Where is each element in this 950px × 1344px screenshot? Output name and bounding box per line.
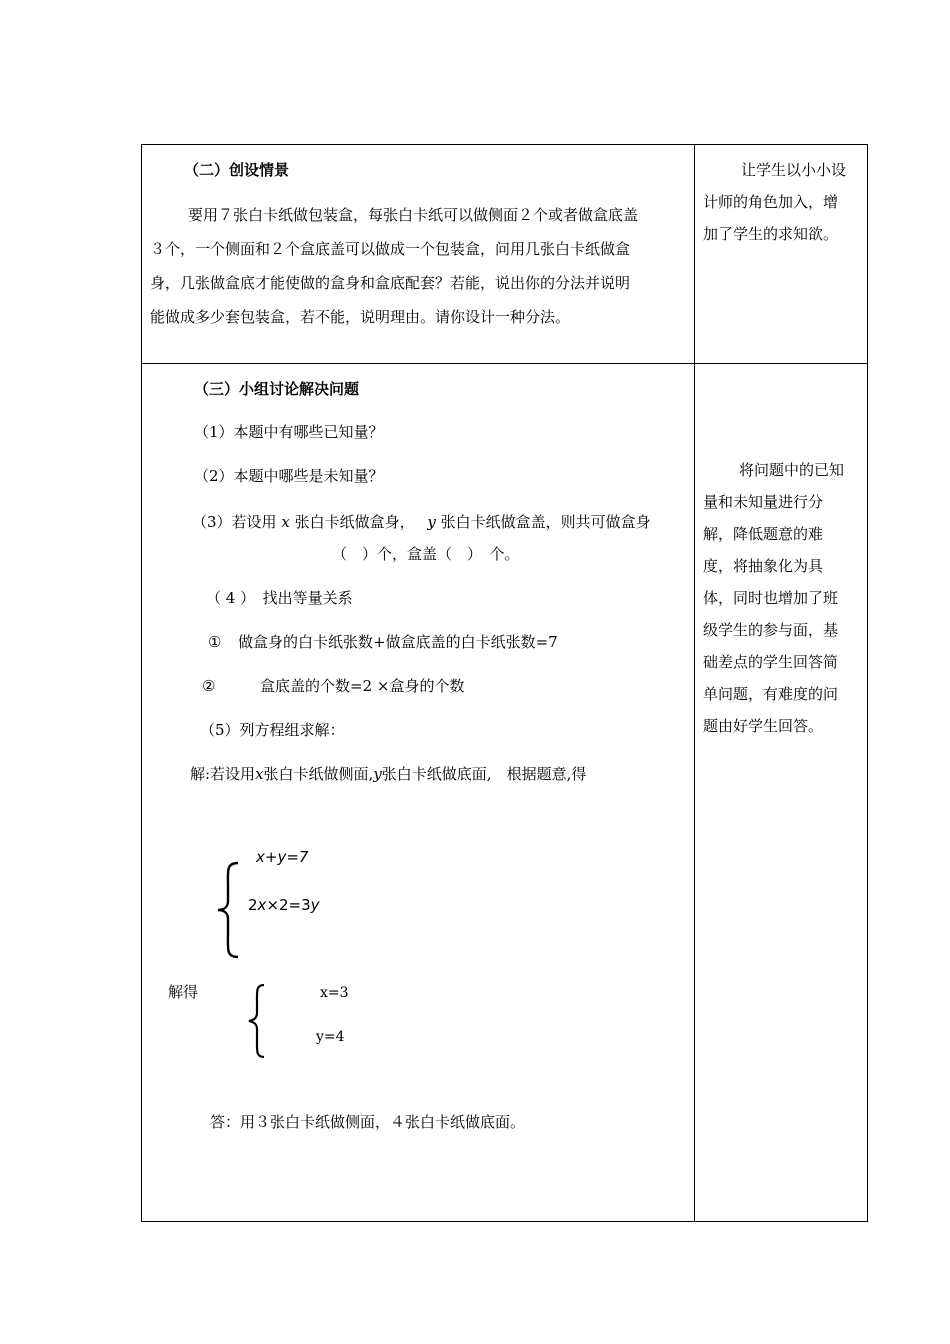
solution-var-y: y [373,765,382,783]
section3-note-line-7: 础差点的学生回答简 [703,653,839,671]
row-divider [142,363,867,364]
section3-note-line-2: 量和未知量进行分 [703,493,824,511]
relation-1-number: ① [208,633,222,651]
section3-note-line-6: 级学生的参与面，基 [703,621,839,639]
eq2-var-x: x [257,896,267,914]
q3-var-x: x [281,513,290,531]
question-1: （1）本题中有哪些已知量？ [194,423,384,441]
result-brace-icon [246,983,268,1059]
section2-note-line-2: 计师的角色加入，增 [703,193,839,211]
solve-label: 解得 [168,983,199,1001]
eq2-middle: ×2=3 [266,896,311,914]
lesson-table [141,144,868,1222]
section2-note-line-3: 加了学生的求知欲。 [703,225,839,243]
result-x: x=3 [320,985,349,1001]
section2-para-line-1: 要用７张白卡纸做包装盒，每张白卡纸可以做侧面２个或者做盒底盖 [188,206,639,224]
section3-note-line-3: 解，降低题意的难 [703,525,824,543]
solution-middle: 张白卡纸做侧面, [263,765,374,783]
q3-middle: 张白卡纸做盒身， [294,513,415,531]
column-divider [694,145,695,1221]
section2-para-line-4: 能做成多少套包装盒，若不能，说明理由。请你设计一种分法。 [150,308,571,326]
solution-suffix: 张白卡纸做底面, 根据题意,得 [381,765,587,783]
section3-note-line-8: 单问题，有难度的问 [703,685,839,703]
question-3-line-1 [192,505,651,539]
result-y: y=4 [316,1029,345,1045]
relation-2-number: ② [202,677,216,695]
equation-1: x+y=7 [256,848,309,866]
section2-note-line-1: 让学生以小小设 [741,161,847,179]
section3-note-line-9: 题由好学生回答。 [703,717,824,735]
question-5: （5）列方程组求解： [200,721,345,739]
solution-setup [190,757,586,791]
system-brace-icon [214,861,242,959]
equation-2 [248,896,320,914]
relation-2: 盒底盖的个数=2 ×盒身的个数 [260,677,465,695]
q3-suffix: 张白卡纸做盒盖，则共可做盒身 [440,513,651,531]
section2-para-line-3: 身，几张做盒底才能使做的盒身和盒底配套？若能，说出你的分法并说明 [150,274,631,292]
section3-note-line-5: 体，同时也增加了班 [703,589,839,607]
final-answer: 答：用３张白卡纸做侧面，４张白卡纸做底面。 [210,1113,526,1131]
eq2-coef: 2 [248,896,258,914]
section3-note-line-1: 将问题中的已知 [739,461,845,479]
q3-var-y: y [427,513,436,531]
question-3-line-2: （ ）个，盒盖（ ） 个。 [332,545,520,563]
solution-prefix: 解:若设用 [190,765,256,783]
solution-var-x: x [255,765,264,783]
section2-heading: （二）创设情景 [184,161,290,179]
section2-para-line-2: ３个，一个侧面和２个盒底盖可以做成一个包装盒，问用几张白卡纸做盒 [150,240,631,258]
question-4: （ 4 ） 找出等量关系 [206,589,353,607]
section3-note-line-4: 度，将抽象化为具 [703,557,824,575]
q3-prefix: （3）若设用 [192,513,277,531]
question-2: （2）本题中哪些是未知量？ [194,467,384,485]
section3-heading: （三）小组讨论解决问题 [194,380,360,398]
eq2-var-y: y [310,896,320,914]
relation-1: 做盒身的白卡纸张数+做盒底盖的白卡纸张数=7 [238,633,558,651]
